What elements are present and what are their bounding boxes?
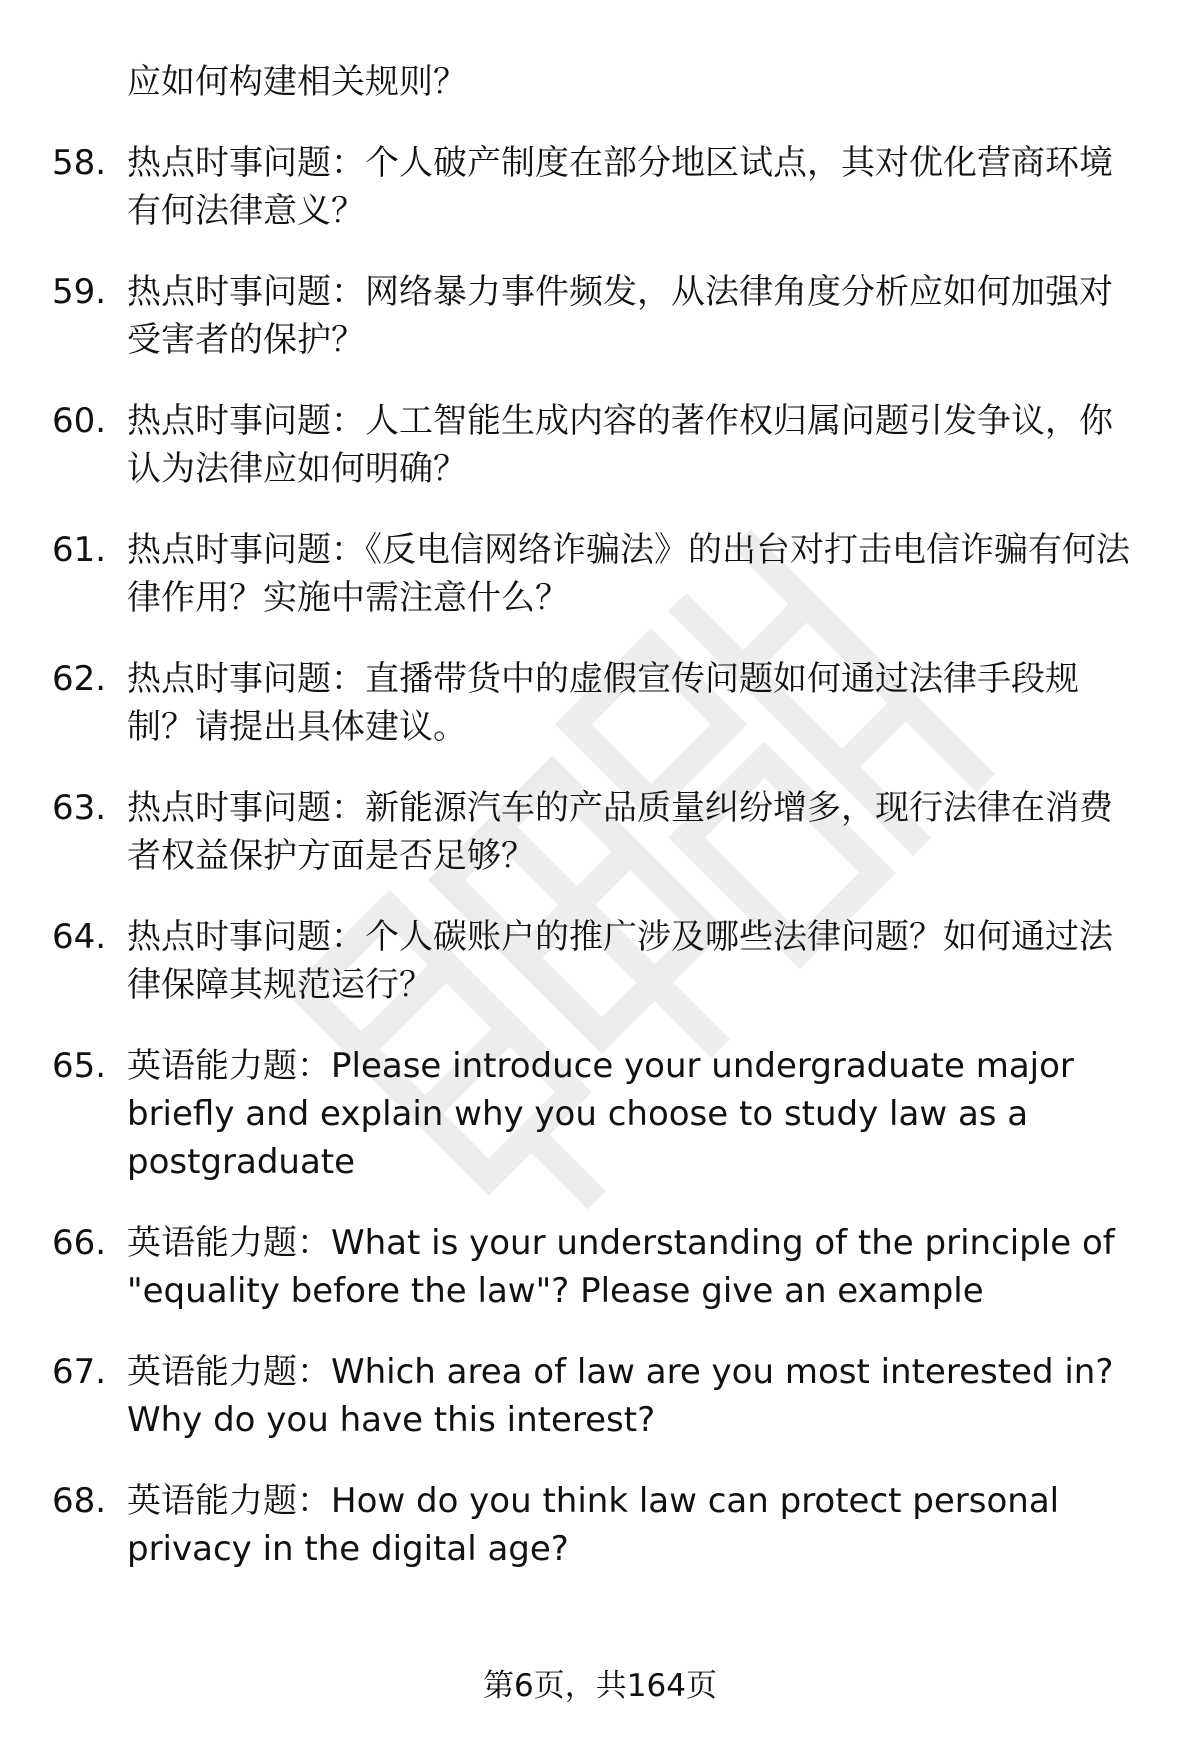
question-item bbox=[0, 397, 1200, 493]
question-text: 热点时事问题：新能源汽车的产品质量纠纷增多，现行法律在消费者权益保护方面是否足够？ bbox=[127, 788, 1113, 876]
question-number: 63. bbox=[52, 788, 107, 828]
question-item bbox=[0, 268, 1200, 364]
question-item bbox=[0, 913, 1200, 1009]
question-number: 64. bbox=[52, 917, 107, 957]
question-text: 英语能力题：What is your understanding of the principle of "equality before the law"? Please give an example bbox=[127, 1223, 1115, 1311]
question-text: 热点时事问题：网络暴力事件频发，从法律角度分析应如何加强对受害者的保护？ bbox=[127, 272, 1113, 360]
question-number: 62. bbox=[52, 659, 107, 699]
question-text: 热点时事问题：直播带货中的虚假宣传问题如何通过法律手段规制？请提出具体建议。 bbox=[127, 659, 1079, 747]
question-item bbox=[0, 1477, 1200, 1573]
question-list bbox=[0, 139, 1200, 1573]
question-item bbox=[0, 655, 1200, 751]
question-text: 英语能力题：Please introduce your undergraduate major briefly and explain why you choose to study law as a postgraduate bbox=[127, 1046, 1074, 1182]
question-item bbox=[0, 526, 1200, 622]
question-number: 65. bbox=[52, 1046, 107, 1086]
question-item bbox=[0, 139, 1200, 235]
question-number: 59. bbox=[52, 272, 107, 312]
question-item bbox=[0, 1348, 1200, 1444]
question-text: 英语能力题：Which area of law are you most interested in? Why do you have this interest? bbox=[127, 1352, 1114, 1440]
page-footer bbox=[0, 1664, 1200, 1708]
question-number: 61. bbox=[52, 530, 107, 570]
question-number: 58. bbox=[52, 143, 107, 183]
question-text: 热点时事问题：人工智能生成内容的著作权归属问题引发争议，你认为法律应如何明确？ bbox=[127, 401, 1113, 489]
question-text: 热点时事问题：《反电信网络诈骗法》的出台对打击电信诈骗有何法律作用？实施中需注意什么？ bbox=[127, 530, 1130, 618]
page-number-label: 第6页，共164页 bbox=[483, 1668, 717, 1704]
question-item bbox=[0, 1042, 1200, 1186]
question-item bbox=[0, 1219, 1200, 1315]
question-item bbox=[0, 784, 1200, 880]
question-continuation-text: 应如何构建相关规则？ bbox=[127, 62, 467, 102]
document-body bbox=[0, 58, 1200, 1606]
question-number: 60. bbox=[52, 401, 107, 441]
question-text: 热点时事问题：个人破产制度在部分地区试点，其对优化营商环境有何法律意义？ bbox=[127, 143, 1113, 231]
question-text: 热点时事问题：个人碳账户的推广涉及哪些法律问题？如何通过法律保障其规范运行？ bbox=[127, 917, 1113, 1005]
question-number: 67. bbox=[52, 1352, 107, 1392]
question-number: 66. bbox=[52, 1223, 107, 1263]
question-number: 68. bbox=[52, 1481, 107, 1521]
question-text: 英语能力题：How do you think law can protect personal privacy in the digital age? bbox=[127, 1481, 1060, 1569]
